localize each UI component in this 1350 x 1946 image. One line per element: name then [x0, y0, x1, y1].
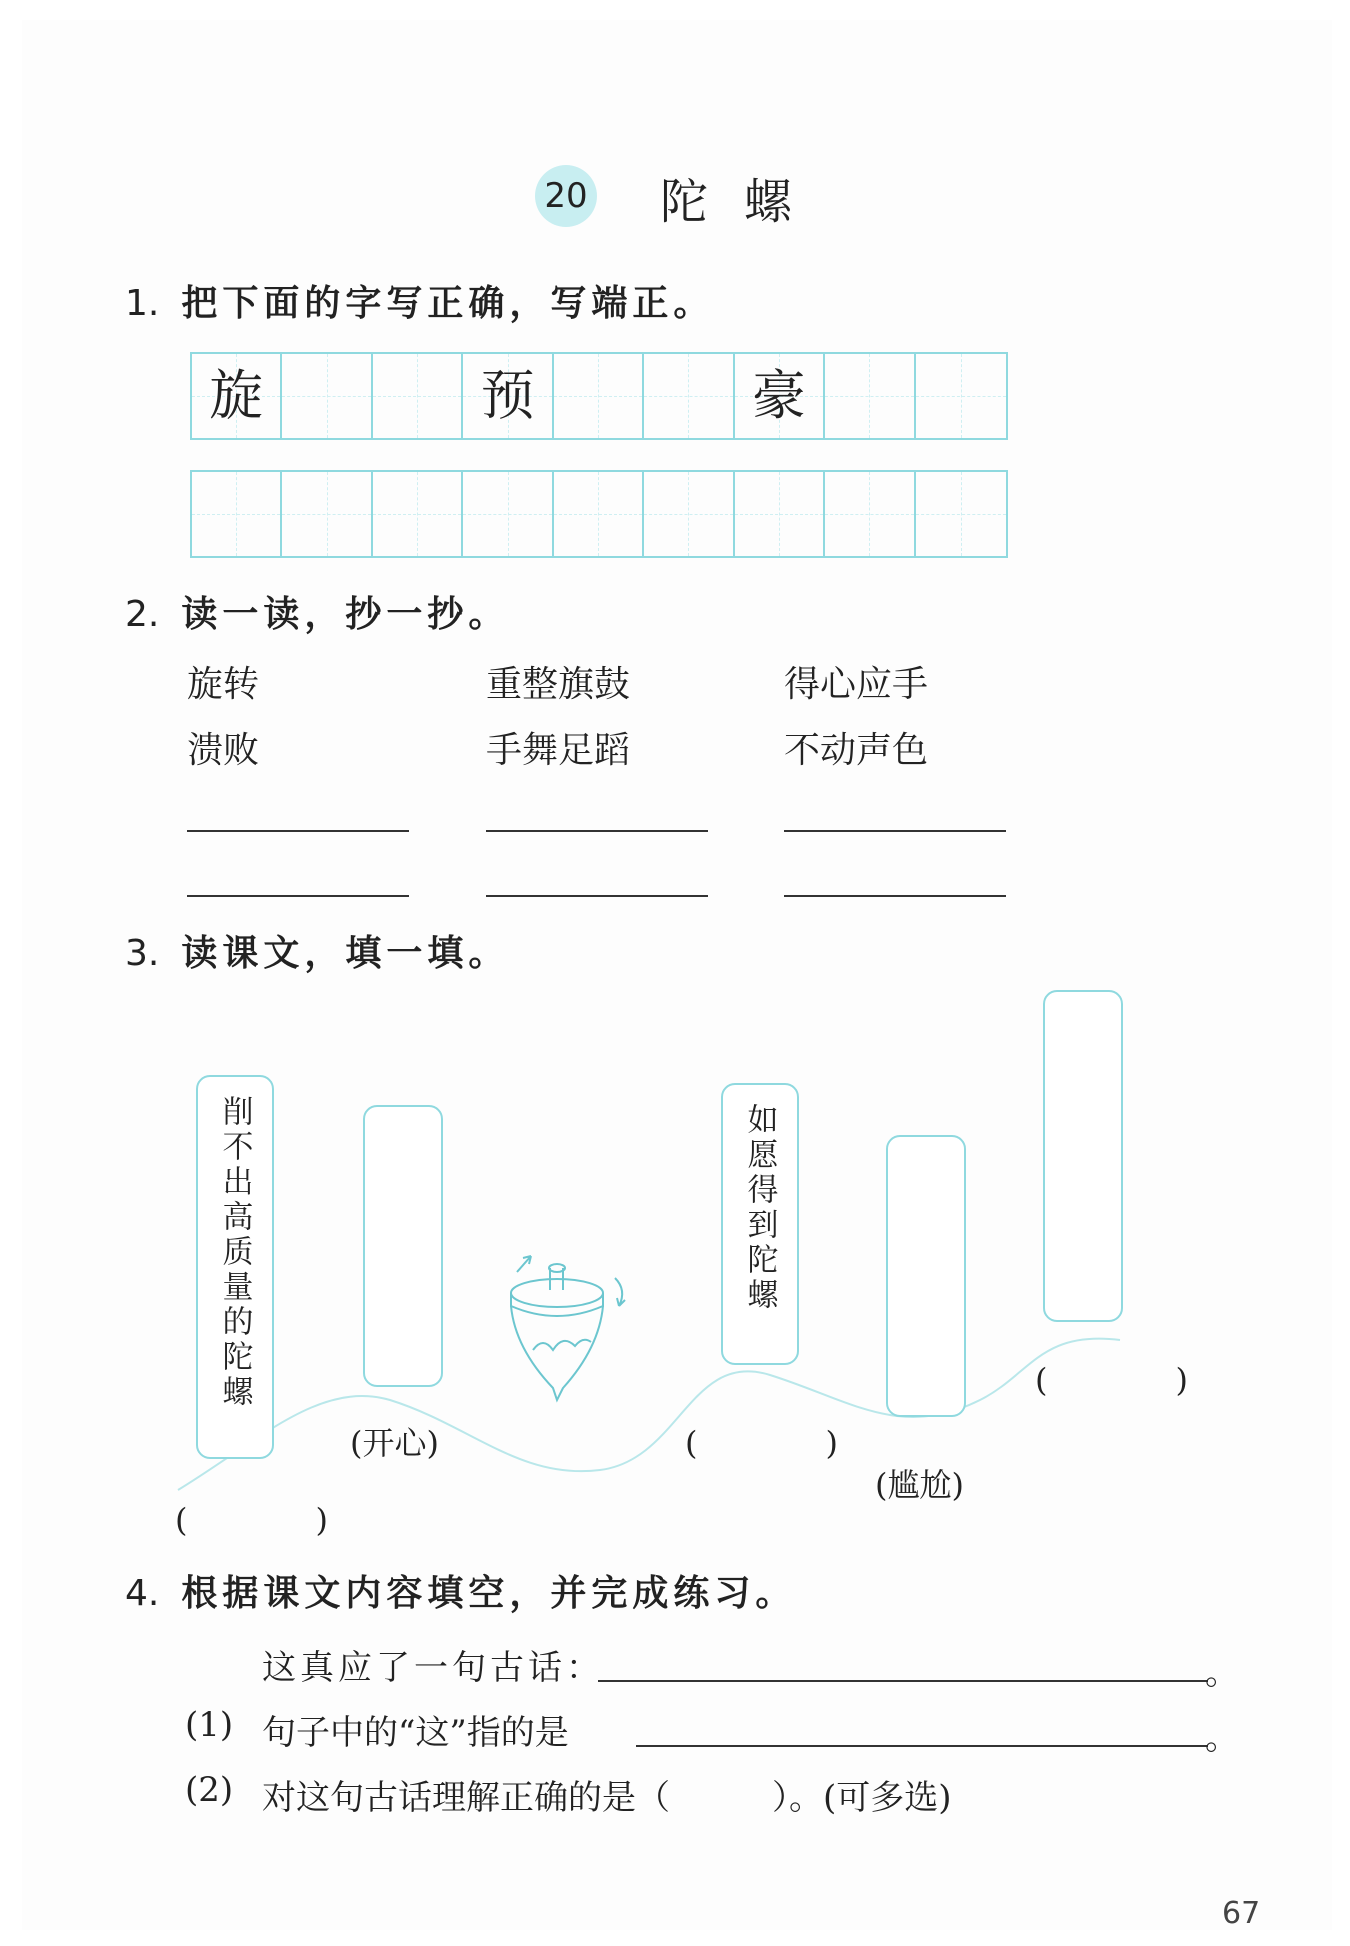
page-number: 67	[1222, 1896, 1261, 1931]
text-box-1	[196, 1075, 274, 1459]
question-4-title	[125, 1565, 796, 1616]
fill-in-prompt: 这真应了一句古话：	[262, 1648, 604, 1688]
emotion-label-awkward: (尴尬)	[875, 1466, 964, 1504]
word: 得心应手	[784, 664, 929, 705]
box-text: 削不出高质量的陀螺	[216, 1095, 253, 1410]
emotion-blank-3[interactable]: ( )	[1035, 1361, 1188, 1399]
subquestion-2: 对这句古话理解正确的是（ ）。(可多选)	[262, 1778, 952, 1818]
subquestion-1: 句子中的“这”指的是	[262, 1713, 569, 1753]
period: 。	[1205, 1718, 1239, 1758]
emotion-blank-1[interactable]: ( )	[175, 1501, 328, 1539]
question-text: 读课文，填一填。	[181, 932, 510, 974]
emotion-label-happy: (开心)	[350, 1424, 439, 1462]
answer-line[interactable]	[636, 1745, 1208, 1747]
word: 溃败	[187, 730, 260, 771]
question-number: 1.	[125, 283, 160, 324]
lesson-number-badge: 20	[535, 165, 597, 227]
grid-cell[interactable]: 旋	[192, 354, 282, 438]
answer-line[interactable]	[598, 1680, 1208, 1682]
question-number: 2.	[125, 594, 160, 635]
grid-cell[interactable]: 预	[463, 354, 553, 438]
subquestion-number: (2)	[185, 1770, 234, 1810]
box-text: 如愿得到陀螺	[741, 1103, 778, 1313]
word: 不动声色	[784, 730, 929, 771]
answer-box-5[interactable]	[1043, 990, 1123, 1322]
word: 手舞足蹈	[486, 730, 631, 771]
spinning-top-icon	[495, 1238, 645, 1408]
word: 重整旗鼓	[486, 664, 631, 705]
subquestion-number: (1)	[185, 1705, 234, 1745]
text-box-3	[721, 1083, 799, 1365]
grid-cell[interactable]: 豪	[735, 354, 825, 438]
question-number: 3.	[125, 933, 160, 974]
lesson-title: 陀螺	[660, 174, 829, 230]
question-text: 把下面的字写正确，写端正。	[181, 282, 715, 324]
question-text: 读一读，抄一抄。	[181, 593, 510, 635]
word: 旋转	[187, 664, 260, 705]
emotion-blank-2[interactable]: ( )	[685, 1424, 838, 1462]
question-text: 根据课文内容填空，并完成练习。	[181, 1572, 797, 1614]
question-number: 4.	[125, 1573, 160, 1614]
period: 。	[1205, 1653, 1239, 1693]
answer-box-4[interactable]	[886, 1135, 966, 1417]
answer-box-2[interactable]	[363, 1105, 443, 1387]
